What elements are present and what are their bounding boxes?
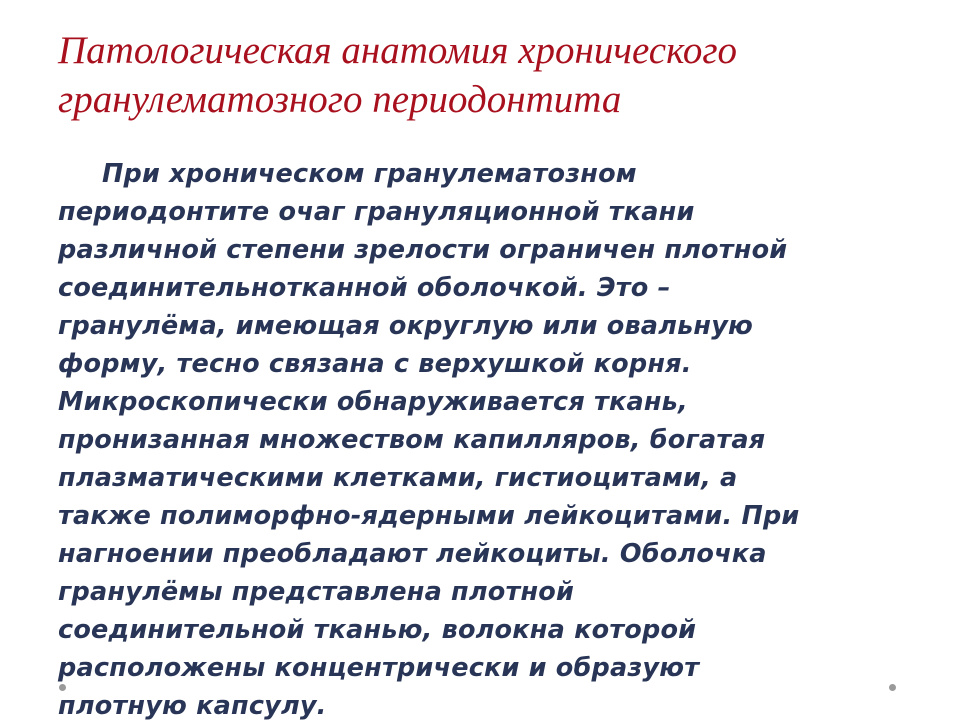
decorative-dot-right — [889, 684, 896, 691]
slide-title-line-1: Патологическая анатомия хронического — [58, 29, 738, 72]
body-line-12: гранулёмы представлена плотной — [58, 577, 575, 607]
body-line-4: соединительнотканной оболочкой. Это – — [58, 273, 671, 303]
body-line-1: При хроническом гранулематозном — [102, 159, 637, 189]
decorative-dot-left — [59, 684, 66, 691]
body-line-6: форму, тесно связана с верхушкой корня. — [58, 349, 692, 379]
body-line-8: пронизанная множеством капилляров, богатая — [58, 425, 766, 455]
slide-title — [58, 26, 938, 124]
slide-body-text — [58, 155, 938, 720]
body-line-10: также полиморфно-ядерными лейкоцитами. При — [58, 501, 800, 531]
body-line-13: соединительной тканью, волокна которой — [58, 615, 697, 645]
body-line-15: плотную капсулу. — [58, 691, 327, 720]
body-line-11: нагноении преобладают лейкоциты. Оболочка — [58, 539, 767, 569]
slide-title-line-2: гранулематозного периодонтита — [58, 78, 622, 121]
body-line-2: периодонтите очаг грануляционной ткани — [58, 197, 695, 227]
body-line-14: расположены концентрически и образуют — [58, 653, 700, 683]
body-line-5: гранулёма, имеющая округлую или овальную — [58, 311, 754, 341]
body-line-7: Микроскопически обнаруживается ткань, — [58, 387, 688, 417]
body-line-9: плазматическими клетками, гистиоцитами, а — [58, 463, 738, 493]
body-line-3: различной степени зрелости ограничен плотной — [58, 235, 788, 265]
